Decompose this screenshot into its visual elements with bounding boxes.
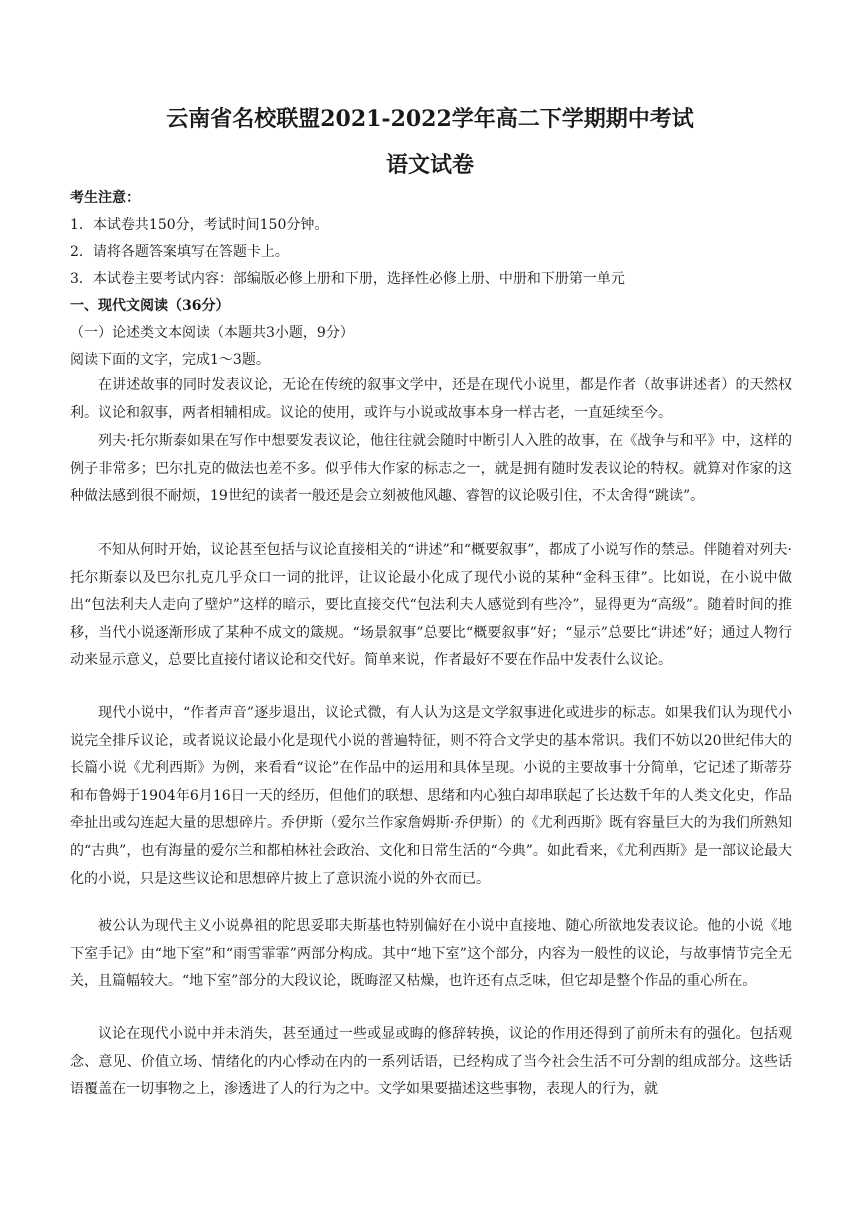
notice-item-2: 2．请将各题答案填写在答题卡上。 — [70, 244, 289, 260]
section-heading: 一、现代文阅读（36分） — [70, 298, 230, 314]
paragraph-1: 在讲述故事的同时发表议论，无论在传统的叙事文学中，还是在现代小说里，都是作者（故事讲述者）的天然权利。议论和叙事，两者相辅相成。议论的使用，或许与小说或故事本身一样古老，一直延续至今。 — [70, 377, 792, 421]
paragraph-6: 议论在现代小说中并未消失，甚至通过一些或显或晦的修辞转换，议论的作用还得到了前所未有的强化。包括观念、意见、价值立场、情绪化的内心悸动在内的一系列话语，已经构成了当今社会生活不可分割的组成部分。这些话语覆盖在一切事物之上，渗透进了人的行为之中。文学如果要描述这些事物，表现人的行为，就 — [70, 1026, 792, 1098]
paragraph-3: 不知从何时开始，议论甚至包括与议论直接相关的“讲述”和“概要叙事”，都成了小说写作的禁忌。伴随着对列夫·托尔斯泰以及巴尔扎克几乎众口一词的批评，让议论最小化成了现代小说的某种“金科玉律”。比如说，在小说中做出“包法利夫人走向了壁炉”这样的暗示，要比直接交代“包法利夫人感觉到有些冷”，显得更为“高级”。随着时间的推移，当代小说逐渐形成了某种不成文的箴规。“场景叙事”总要比“概要叙事”好；“显示”总要比“讲述”好；通过人物行动来显示意义，总要比直接付诸议论和交代好。简单来说，作者最好不要在作品中发表什么议论。 — [70, 542, 792, 669]
notice-item-1: 1．本试卷共150分，考试时间150分钟。 — [70, 217, 329, 233]
exam-title: 云南省名校联盟2021-2022学年高二下学期期中考试 — [166, 106, 694, 132]
paragraph-2: 列夫·托尔斯泰如果在写作中想要发表议论，他往往就会随时中断引人入胜的故事，在《战争与和平》中，这样的例子非常多；巴尔扎克的做法也差不多。似乎伟大作家的标志之一，就是拥有随时发表议论的特权。就算对作家的这种做法感到很不耐烦，19世纪的读者一般还是会立刻被他风趣、睿智的议论吸引住，不太舍得“跳读”。 — [70, 433, 792, 505]
paragraph-5: 被公认为现代主义小说鼻祖的陀思妥耶夫斯基也特别偏好在小说中直接地、随心所欲地发表议论。他的小说《地下室手记》由“地下室”和“雨雪霏霏”两部分构成。其中“地下室”这个部分，内容为一般性的议论，与故事情节完全无关，且篇幅较大。“地下室”部分的大段议论，既晦涩又枯燥，也许还有点乏味，但它却是整个作品的重心所在。 — [70, 918, 792, 990]
notice-heading: 考生注意： — [70, 190, 140, 206]
paragraph-4: 现代小说中，“作者声音”逐步退出，议论式微，有人认为这是文学叙事进化或进步的标志。如果我们认为现代小说完全排斥议论，或者说议论最小化是现代小说的普遍特征，则不符合文学史的基本常识。我们不妨以20世纪伟大的长篇小说《尤利西斯》为例，来看看“议论”在作品中的运用和具体呈现。小说的主要故事十分简单，它记述了斯蒂芬和布鲁姆于1904年6月16日一天的经历，但他们的联想、思绪和内心独白却串联起了长达数千年的人类文化史，作品牵扯出或勾连起大量的思想碎片。乔伊斯（爱尔兰作家詹姆斯·乔伊斯）的《尤利西斯》既有容量巨大的为我们所熟知的“古典”，也有海量的爱尔兰和都柏林社会政治、文化和日常生活的“今典”。如此看来，《尤利西斯》是一部议论最大化的小说，只是这些议论和思想碎片披上了意识流小说的外衣而已。 — [70, 705, 792, 887]
notice-item-3: 3．本试卷主要考试内容：部编版必修上册和下册，选择性必修上册、中册和下册第一单元 — [70, 271, 625, 287]
exam-subtitle: 语文试卷 — [385, 152, 474, 178]
section-sub-heading: （一）论述类文本阅读（本题共3小题，9分） — [70, 325, 354, 341]
section-instruction: 阅读下面的文字，完成1～3题。 — [70, 352, 270, 368]
